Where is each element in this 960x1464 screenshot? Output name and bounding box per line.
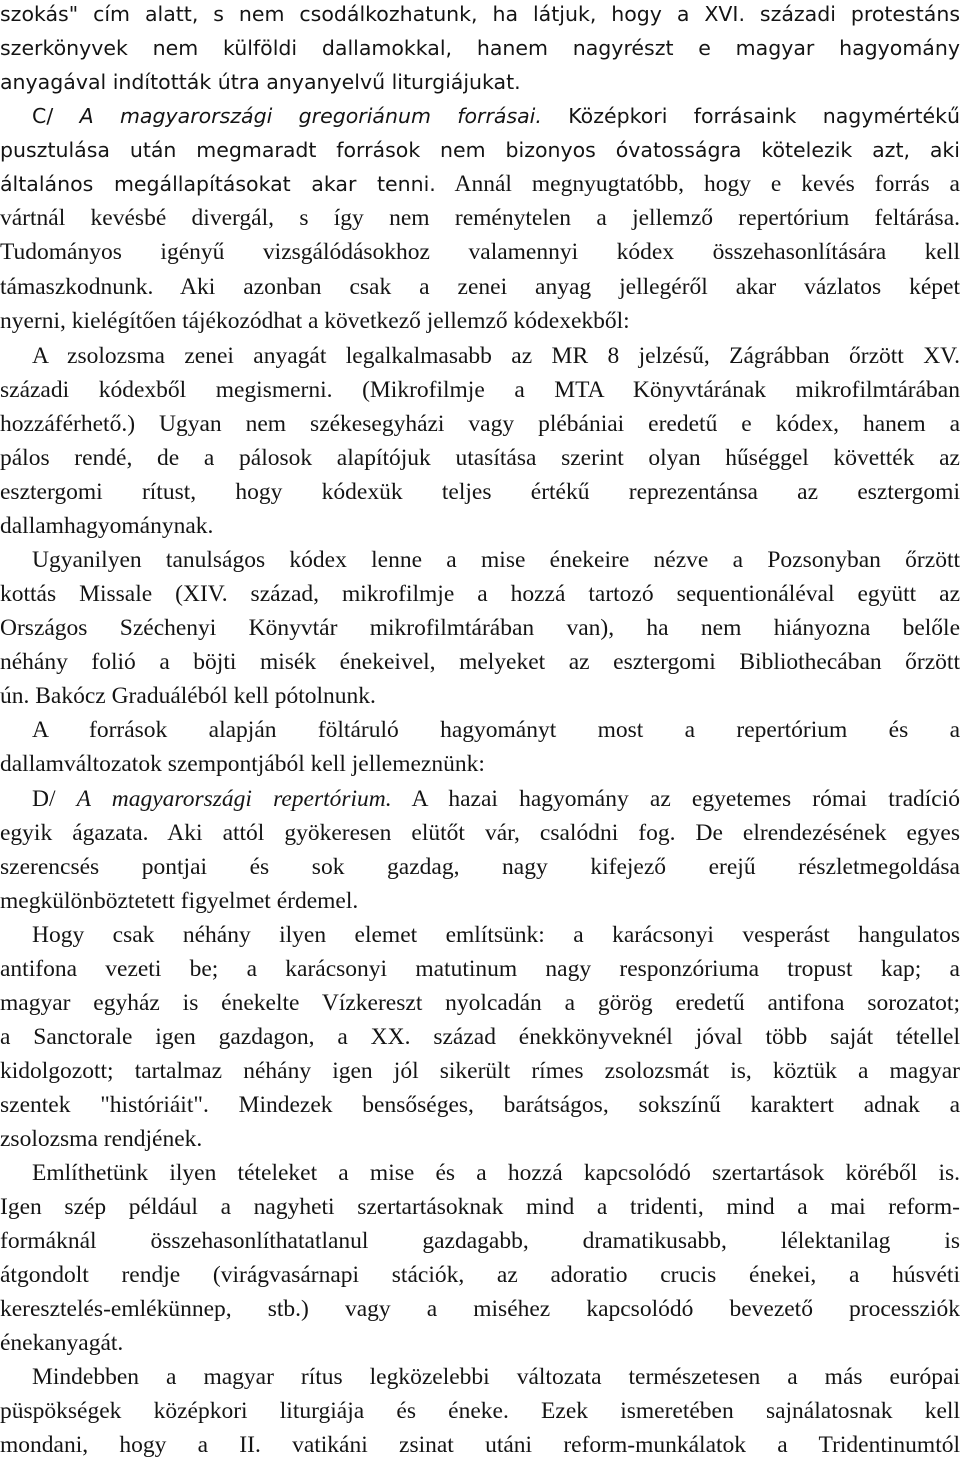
section-title: A magyarországi gregoriánum forrásai. [79,104,542,128]
text-run: általános megállapításokat akar tenni. [0,172,436,196]
text-line: kottás Missale (XIV. század, mikrofilmje a hozzá tartozó sequentionáléval együtt az [0,581,960,607]
text-line: A zsolozsma zenei anyagát legalkalmasabb az MR 8 jelzésű, Zágrábban őrzött XV. [32,343,960,369]
text-run: Középkori forrásaink nagymértékű [541,104,960,128]
text-line: esztergomi rítust, hogy kódexük teljes értékű reprezentánsa az esztergomi [0,479,960,505]
text-line: Tudományos igényű vizsgálódásokhoz valamennyi kódex összehasonlítására kell [0,239,960,265]
section-label: C/ [32,104,80,128]
section-heading-line [0,782,960,816]
text-line: szerkönyvek nem külföldi dallamokkal, hanem nagyrészt e magyar hagyomány [0,36,960,60]
text-line: századi kódexből megismerni. (Mikrofilmje a MTA Könyvtárának mikrofilmtárában [0,377,960,403]
text-line: énekanyagát. [0,1330,124,1356]
text-line: pálos rendé, de a pálosok alapítójuk utasítása szerint olyan hűséggel követték az [0,445,960,471]
text-line: dallamváltozatok szempontjából kell jellemeznünk: [0,751,485,777]
text-line: megkülönböztetett figyelmet érdemel. [0,888,359,914]
text-line: Igen szép például a nagyheti szertartásoknak mind a tridenti, mind a mai reform- [0,1194,960,1220]
text-line: a Sanctorale igen gazdagon, a XX. század énekkönyveknél jóval több saját tétellel [0,1024,960,1050]
text-line: Említhetünk ilyen tételeket a mise és a hozzá kapcsolódó szertartások köréből is. [32,1160,960,1186]
text-line: szentek "históriáit". Mindezek bensőséges, barátságos, sokszínű karaktert adnak a [0,1092,960,1118]
text-line: vártnál kevésbé divergál, s így nem reménytelen a jellemző repertórium feltárása. [0,205,960,231]
text-line: nyerni, kielégítően tájékozódhat a következő jellemző kódexekből: [0,308,630,334]
text-line: átgondolt rendje (virágvasárnapi stációk, az adoratio crucis énekei, a húsvéti [0,1262,960,1288]
text-line: hozzáférhető.) Ugyan nem székesegyházi vagy plébániai eredetű e kódex, hanem a [0,411,960,437]
text-line: mondani, hogy a II. vatikáni zsinat utáni reform-munkálatok a Tridentinumtól [0,1432,960,1458]
text-line: A források alapján föltáruló hagyományt most a repertórium és a [32,717,960,743]
text-line: antifona vezeti be; a karácsonyi matutinum nagy responzóriuma tropust kap; a [0,956,960,982]
text-line: kidolgozott; tartalmaz néhány igen jól sikerült rímes zsolozsmát is, köztük a magyar [0,1058,960,1084]
text-line: ún. Bakócz Graduáléból kell pótolnunk. [0,683,376,709]
text-line: szokás" cím alatt, s nem csodálkozhatunk, ha látjuk, hogy a XVI. századi protestáns [0,2,960,26]
text-line: anyagával indították útra anyanyelvű liturgiájukat. [0,70,521,94]
text-line: magyar egyház is énekelte Vízkereszt nyolcadán a görög eredetű antifona sorozatot; [0,990,960,1016]
text-run: Annál megnyugtatóbb, hogy e kevés forrás a [435,171,960,197]
text-run: A hazai hagyomány az egyetemes római tradíció [391,786,960,812]
text-line: dallamhagyománynak. [0,513,214,539]
text-run: Aki azonban csak a zenei anyag jellegéről akar vázlatos képet [153,274,960,300]
text-run: támaszkodnunk. [0,274,154,300]
text-line: Országos Széchenyi Könyvtár mikrofilmtárában van), ha nem hiányozna belőle [0,615,960,641]
text-line: Hogy csak néhány ilyen elemet említsünk: a karácsonyi vesperást hangulatos [32,922,960,948]
text-line: zsolozsma rendjének. [0,1126,203,1152]
section-label: D/ [32,786,77,812]
text-line: egyik ágazata. Aki attól gyökeresen elütőt vár, csalódni fog. De elrendezésének egyes [0,820,960,846]
text-line: püspökségek középkori liturgiája és éneke. Ezek ismeretében sajnálatosnak kell [0,1398,960,1424]
section-title: A magyarországi repertórium. [76,786,392,812]
text-line [0,167,960,201]
text-line: pusztulása után megmaradt források nem bizonyos óvatosságra kötelezik azt, aki [0,138,960,162]
text-line [0,270,960,304]
text-line: Mindebben a magyar rítus legközelebbi változata természetesen a más európai [32,1364,960,1390]
text-line: néhány folió a böjti misék énekeivel, melyeket az esztergomi Bibliothecában őrzött [0,649,960,675]
text-line: szerencsés pontjai és sok gazdag, nagy kifejező erejű részletmegoldása [0,854,960,880]
text-line: Ugyanilyen tanulságos kódex lenne a mise énekeire nézve a Pozsonyban őrzött [32,547,960,573]
section-heading-line [0,99,960,133]
text-line: formáknál összehasonlíthatatlanul gazdagabb, dramatikusabb, lélektanilag is [0,1228,960,1254]
text-line: keresztelés-emlékünnep, stb.) vagy a miséhez kapcsolódó bevezető processziók [0,1296,960,1322]
